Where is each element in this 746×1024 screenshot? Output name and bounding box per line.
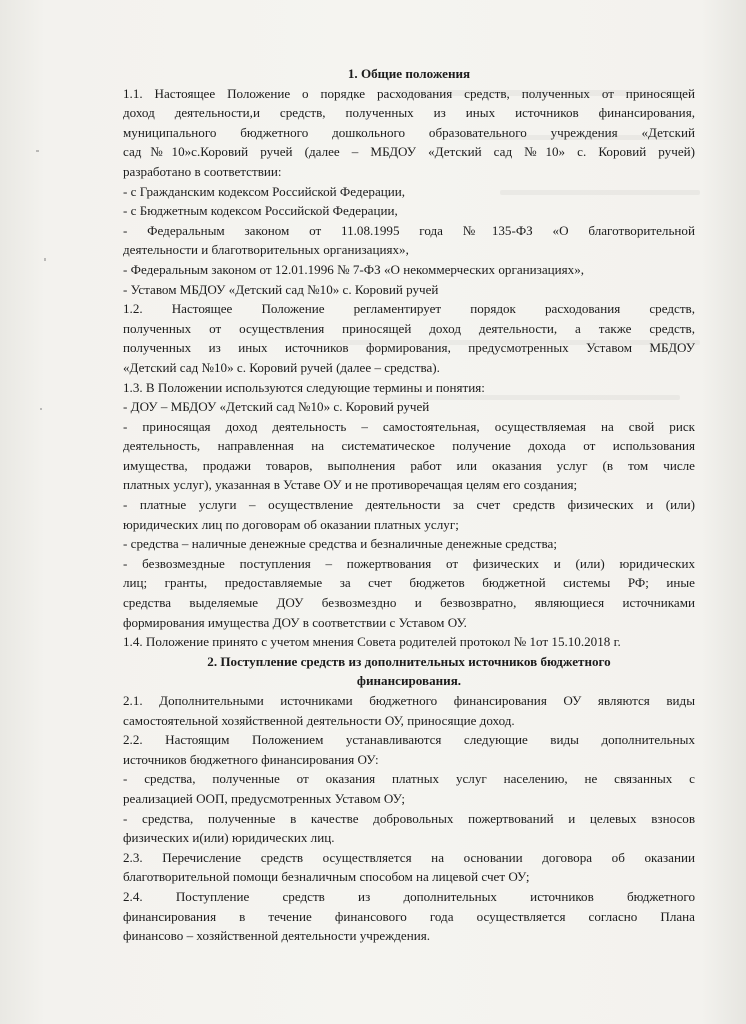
scan-speck	[40, 408, 42, 410]
term-item-continuation: средства выделяемые ДОУ безвозмездно и безвозвратно, являющиеся источниками	[123, 595, 695, 611]
list-item-continuation: деятельности и благотворительных организациях»,	[123, 242, 409, 258]
body-line: полученных из иных источников формирования, предусмотренных Уставом МБДОУ	[123, 340, 695, 356]
list-item-continuation: реализацией ООП, предусмотренных Уставом ОУ;	[123, 790, 406, 806]
body-line: 1.4. Положение принято с учетом мнения Совета родителей протокол № 1от 15.10.2018 г.	[123, 634, 621, 650]
body-line: муниципального бюджетного дошкольного образовательного учреждения «Детский	[123, 124, 695, 140]
term-item: - безвозмездные поступления – пожертвования от физических и (или) юридических	[123, 555, 695, 571]
body-line: самостоятельной хозяйственной деятельности ОУ, приносящие доход.	[123, 712, 515, 728]
list-item: - с Бюджетным кодексом Российской Федерации,	[123, 203, 398, 219]
list-item: - средства, полученные в качестве добровольных пожертвований и целевых взносов	[123, 810, 695, 826]
section-2-heading: 2. Поступление средств из дополнительных источников бюджетного	[207, 653, 611, 669]
scan-speck	[36, 150, 39, 152]
body-line: 1.1. Настоящее Положение о порядке расходования средств, полученных от приносящей	[123, 85, 695, 101]
term-item: - ДОУ – МБДОУ «Детский сад №10» с. Коровий ручей	[123, 399, 430, 415]
body-line: финансирования в течение финансового года осуществляется согласно Плана	[123, 908, 695, 924]
scan-speck	[44, 258, 46, 261]
section-1-heading: 1. Общие положения	[347, 66, 471, 81]
body-line: полученных от осуществления приносящей доход деятельности, а также средств,	[123, 320, 695, 336]
body-line: «Детский сад №10» с. Коровий ручей (далее – средства).	[123, 359, 440, 375]
body-line: 2.2. Настоящим Положением устанавливаются следующие виды дополнительных	[123, 732, 695, 748]
body-line: 2.1. Дополнительными источниками бюджетного финансирования ОУ являются виды	[123, 693, 695, 708]
body-line: сад№10»с.Коровий ручей (далее – МБДОУ «Детский сад №10» с. Коровий ручей)	[123, 144, 695, 160]
term-item-continuation: деятельность, направленная на систематическое получение дохода от использования	[123, 438, 695, 454]
list-item: - Федеральным законом от 11.08.1995 года №135-ФЗ «О благотворительной	[123, 222, 695, 238]
list-item: - с Гражданским кодексом Российской Федерации,	[123, 183, 406, 199]
term-item-continuation: формирования имущества ДОУ в соответствии с Уставом ОУ.	[123, 614, 467, 630]
body-line: благотворительной помощи безналичным способом на лицевой счет ОУ;	[123, 869, 530, 885]
term-item-continuation: юридических лиц по договорам об оказании платных услуг;	[123, 516, 459, 532]
section-2-heading-continuation: финансирования.	[356, 673, 462, 689]
list-item: - средства, полученные от оказания платных услуг населению, не связанных с	[123, 771, 695, 787]
body-line: 1.3. В Положении используются следующие термины и понятия:	[123, 379, 485, 395]
term-item-continuation: лиц; гранты, предоставляемые за счет бюджетов бюджетной системы РФ; иные	[123, 575, 695, 591]
list-item-continuation: физических и(или) юридических лиц.	[123, 830, 335, 846]
term-item-continuation: платных услуг), указанная в Уставе ОУ и не противоречащая целям его создания;	[123, 477, 578, 493]
body-line: финансово – хозяйственной деятельности учреждения.	[123, 928, 431, 944]
term-item: - средства – наличные денежные средства и безналичные денежные средства;	[123, 536, 557, 552]
body-line: доход деятельности,и средств, полученных из иных источников финансирования,	[123, 105, 695, 121]
body-line: 1.2. Настоящее Положение регламентирует порядок расходования средств,	[123, 301, 695, 317]
term-item: - платные услуги – осуществление деятельности за счет средств физических и (или)	[123, 497, 695, 513]
list-item: - Уставом МБДОУ «Детский сад №10» с. Коровий ручей	[123, 281, 439, 297]
body-line: 2.4. Поступление средств из дополнительных источников бюджетного	[123, 888, 695, 904]
body-line: разработано в соответствии:	[123, 163, 282, 179]
term-item: - приносящая доход деятельность – самостоятельная, осуществляемая на свой риск	[123, 418, 695, 434]
document-body	[123, 64, 695, 946]
list-item: - Федеральным законом от 12.01.1996 № 7-ФЗ «О некоммерческих организациях»,	[123, 261, 585, 277]
body-line: источников бюджетного финансирования ОУ:	[123, 751, 379, 767]
body-line: 2.3. Перечисление средств осуществляется на основании договора об оказании	[123, 849, 695, 865]
term-item-continuation: имущества, продажи товаров, выполнения работ или оказания услуг (в том числе	[123, 457, 695, 473]
